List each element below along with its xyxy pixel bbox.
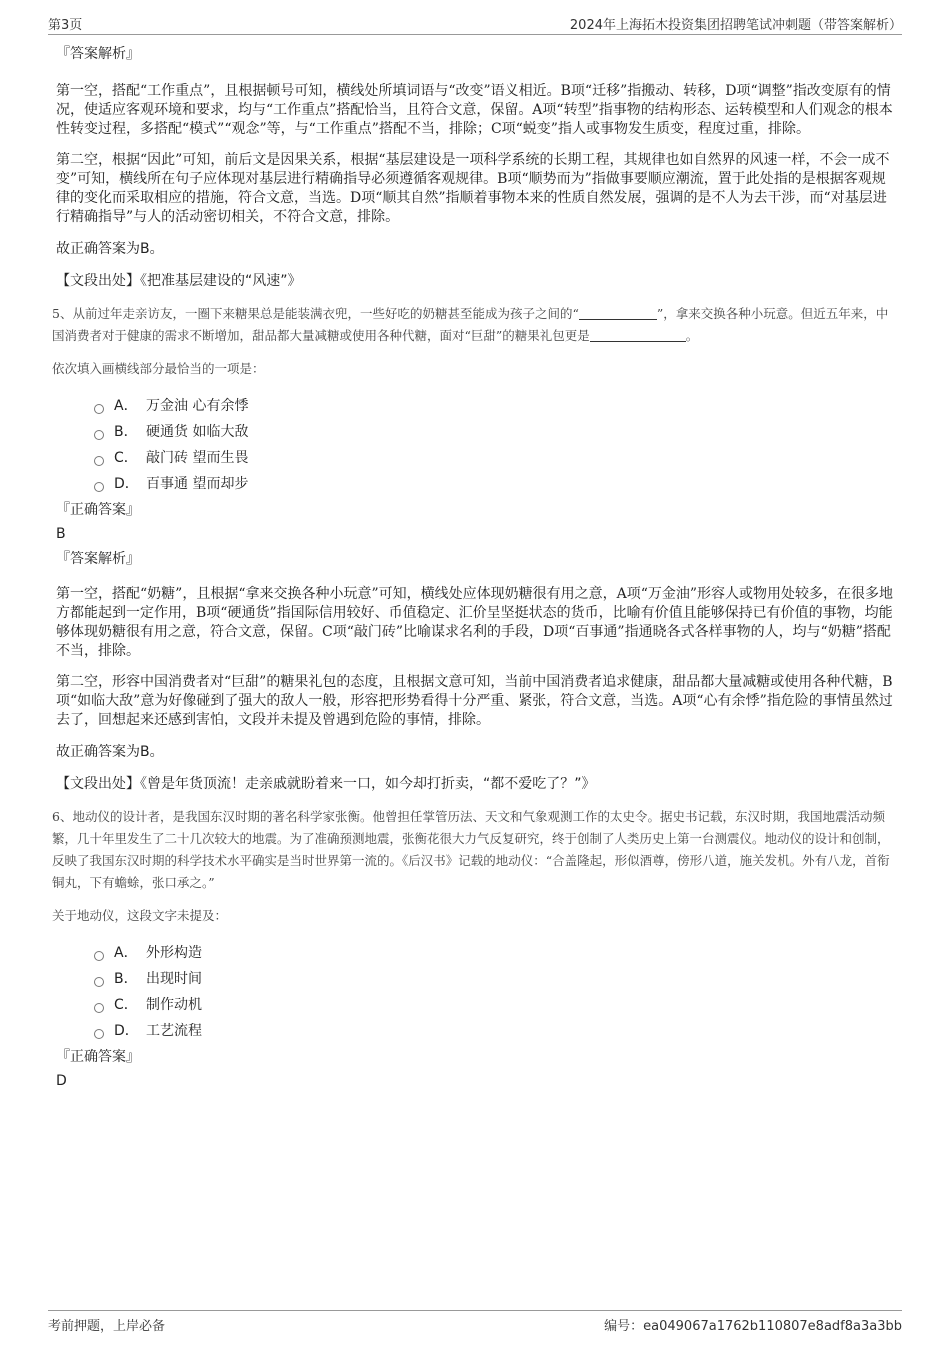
page-footer <box>48 1310 902 1333</box>
q6-option-b[interactable]: B． 出现时间 <box>94 966 898 992</box>
q6-options <box>94 940 898 1044</box>
radio-icon[interactable] <box>94 404 104 414</box>
q5-blank-1 <box>579 305 657 320</box>
radio-icon[interactable] <box>94 977 104 987</box>
q5-question <box>52 303 898 347</box>
q5-blank-2 <box>590 327 686 342</box>
q5-text-b: ”，拿来交换各种小玩意。但近五年来，中国消费者对于健康的需求不断增加，甜品都大量减糖或使用各种代糖，面对“巨甜”的糖果礼包更是 <box>52 306 889 343</box>
q5-text-c: 。 <box>685 328 699 343</box>
q4-analysis-tag: 『答案解析』 <box>56 46 140 62</box>
radio-icon[interactable] <box>94 1029 104 1039</box>
q6-correct-tag: 『正确答案』 <box>56 1049 140 1065</box>
q5-conclusion: 故正确答案为B。 <box>56 744 164 760</box>
q5-options <box>94 393 898 497</box>
q4-source: 【文段出处】《把准基层建设的“风速”》 <box>56 273 302 289</box>
q5-text-a: 5、从前过年走亲访友，一圈下来糖果总是能装满衣兜，一些好吃的奶糖甚至能成为孩子之间的“ <box>52 306 579 321</box>
radio-icon[interactable] <box>94 430 104 440</box>
q5-correct-tag: 『正确答案』 <box>56 502 140 518</box>
q6-correct-answer: D <box>56 1073 67 1089</box>
q5-option-c[interactable]: C． 敲门砖 望而生畏 <box>94 445 898 471</box>
radio-icon[interactable] <box>94 456 104 466</box>
q4-analysis-para2: 第二空，根据“因此”可知，前后文是因果关系，根据“基层建设是一项科学系统的长期工程，其规律也如自然界的风速一样，不会一成不变”可知，横线所在句子应体现对基层进行精确指导必须遵循客观规律。B项“顺势而为”指做事要顺应潮流，置于此处指的是根据客观规律的变化而采取相应的措施，符合文意，当选。D项“顺其自然”指顺着事物本来的性质自然发展，强调的是不人为去干涉，而“对基层进行精确指导”与人的活动密切相关，不符合文意，排除。 <box>56 152 890 225</box>
radio-icon[interactable] <box>94 1003 104 1013</box>
q5-analysis-para1: 第一空，搭配“奶糖”，且根据“拿来交换各种小玩意”可知，横线处应体现奶糖很有用之意，A项“万金油”形容人或物用处较多，在很多地方都能起到一定作用，B项“硬通货”指国际信用较好、币值稳定、汇价呈坚挺状态的货币，比喻有价值且能够保持已有价值的事物，均能够体现奶糖很有用之意，符合文意，保留。C项“敲门砖”比喻谋求名利的手段，D项“百事通”指通晓各式各样事物的人，均与“奶糖”搭配不当，排除。 <box>56 586 894 659</box>
q5-option-b[interactable]: B． 硬通货 如临大敌 <box>94 419 898 445</box>
q4-analysis-para1: 第一空，搭配“工作重点”，且根据顿号可知，横线处所填词语与“改变”语义相近。B项“迁移”指搬动、转移，D项“调整”指改变原有的情况，使适应客观环境和要求，均与“工作重点”搭配恰当，且符合文意，保留。A项“转型”指事物的结构形态、运转模型和人们观念的根本性转变过程，多搭配“模式”“观念”等，与“工作重点”搭配不当，排除；C项“蜕变”指人或事物发生质变，程度过重，排除。 <box>56 83 893 137</box>
q6-question: 6、地动仪的设计者，是我国东汉时期的著名科学家张衡。他曾担任掌管历法、天文和气象观测工作的太史令。据史书记载，东汉时期，我国地震活动频繁，几十年里发生了二十几次较大的地震。为了准确预测地震，张衡花很大力气反复研究，终于创制了人类历史上第一台测震仪。地动仪的设计和创制，反映了我国东汉时期的科学技术水平确实是当时世界第一流的。《后汉书》记载的地动仪：“合盖隆起，形似酒尊，傍形八道，施关发机。外有八龙，首衔铜丸，下有蟾蜍，张口承之。” <box>52 809 890 890</box>
q5-analysis-para2: 第二空，形容中国消费者对“巨甜”的糖果礼包的态度，且根据文意可知，当前中国消费者追求健康，甜品都大量减糖或使用各种代糖，B项“如临大敌”意为好像碰到了强大的敌人一般，形容把形势看得十分严重、紧张，符合文意，当选。A项“心有余悸”指危险的事情虽然过去了，回想起来还感到害怕，文段并未提及曾遇到危险的事情，排除。 <box>56 674 893 728</box>
radio-icon[interactable] <box>94 482 104 492</box>
q5-option-d[interactable]: D． 百事通 望而却步 <box>94 471 898 497</box>
page-number: 第3页 <box>48 18 83 33</box>
footer-code: 编号：ea049067a1762b110807e8adf8a3a3bb <box>604 1319 902 1334</box>
q6-option-a[interactable]: A． 外形构造 <box>94 940 898 966</box>
q6-option-d[interactable]: D． 工艺流程 <box>94 1018 898 1044</box>
document-body <box>52 44 898 1096</box>
footer-slogan: 考前押题，上岸必备 <box>48 1319 166 1334</box>
page-header <box>48 12 902 35</box>
q5-prompt: 依次填入画横线部分最恰当的一项是： <box>52 361 265 376</box>
q5-correct-answer: B <box>56 526 66 542</box>
q6-prompt: 关于地动仪，这段文字未提及： <box>52 908 228 923</box>
document-title: 2024年上海拓木投资集团招聘笔试冲刺题（带答案解析） <box>569 18 902 33</box>
radio-icon[interactable] <box>94 951 104 961</box>
q4-conclusion: 故正确答案为B。 <box>56 241 164 257</box>
q5-option-a[interactable]: A． 万金油 心有余悸 <box>94 393 898 419</box>
q5-source: 【文段出处】《曾是年货顶流！走亲戚就盼着来一口，如今却打折卖，“都不爱吃了？”》 <box>56 776 596 792</box>
q5-analysis-tag: 『答案解析』 <box>56 551 140 567</box>
q6-option-c[interactable]: C． 制作动机 <box>94 992 898 1018</box>
